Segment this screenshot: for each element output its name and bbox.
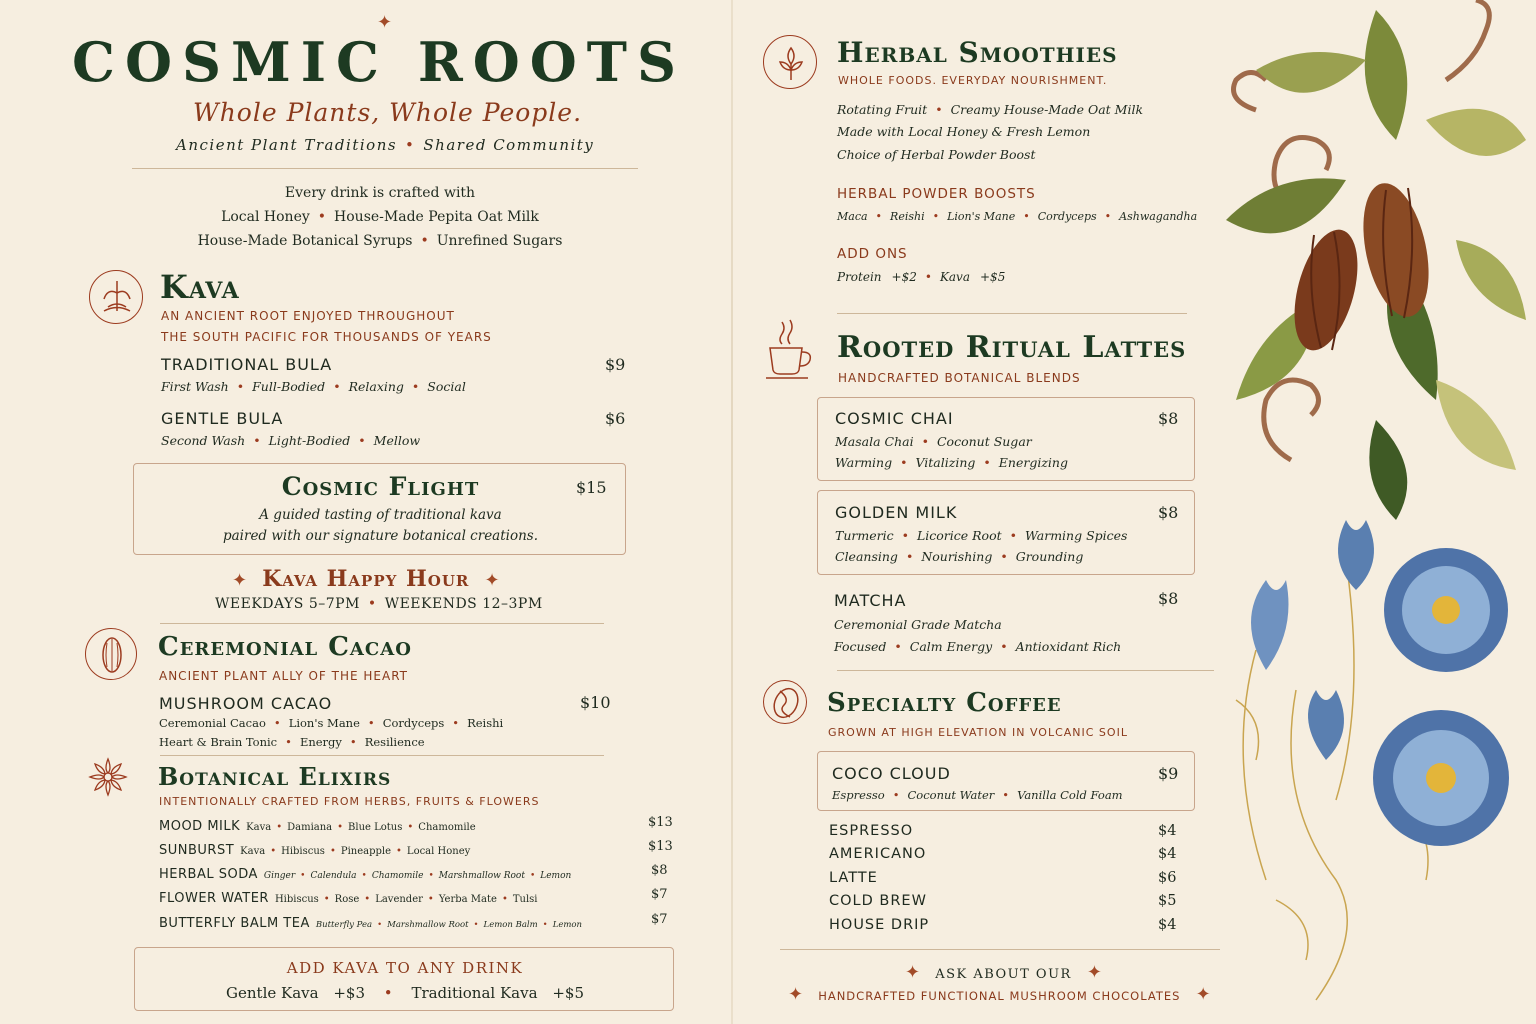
price-latte: $6: [1158, 870, 1177, 886]
lotus-flower-icon: [84, 753, 132, 805]
divider: [132, 168, 638, 169]
price-americano: $4: [1158, 846, 1177, 862]
latte-card-golden-milk: [817, 490, 1195, 575]
divider: [160, 755, 604, 756]
menu-item-house-drip: HOUSE DRIP: [829, 917, 930, 933]
add-kava-options: Gentle Kava +$3 • Traditional Kava +$5: [226, 984, 584, 1002]
menu-item-espresso: ESPRESSO: [829, 823, 914, 839]
menu-item-sunburst: SUNBURST Kava • Hibiscus • Pineapple • Local Honey: [159, 843, 471, 858]
menu-item-flower-water: FLOWER WATER Hibiscus • Rose • Lavender • Yerba Mate • Tulsi: [159, 891, 538, 906]
coco-cloud-card: [817, 751, 1195, 811]
golden-milk-tags-2: Cleansing • Nourishing • Grounding: [835, 549, 1084, 564]
menu-item-butterfly-balm-tea: BUTTERFLY BALM TEA Butterfly Pea • Marshmallow Root • Lemon Balm • Lemon: [159, 916, 583, 931]
brand-name: COSMIC ROOTS: [72, 30, 686, 94]
botanical-illustration: [1196, 0, 1536, 1024]
menu-item-americano: AMERICANO: [829, 846, 927, 862]
sparkle-icon: ✦: [1195, 984, 1211, 1005]
divider: [160, 623, 604, 624]
price-cold-brew: $5: [1158, 893, 1177, 909]
coco-cloud-tags: Espresso • Coconut Water • Vanilla Cold Foam: [832, 788, 1123, 802]
happy-hour-title: Kava Happy Hour: [262, 566, 470, 592]
menu-item-gentle-bula: GENTLE BULA: [161, 409, 284, 428]
sparkle-icon: ✦: [788, 984, 804, 1005]
menu-item-coco-cloud: COCO CLOUD: [832, 764, 951, 783]
kava-title: Kava: [160, 268, 240, 306]
coffee-cup-icon: [762, 318, 818, 386]
sparkle-icon: ✦: [232, 570, 248, 591]
menu-item-herbal-soda: HERBAL SODA Ginger • Calendula • Chamomile • Marshmallow Root • Lemon: [159, 867, 572, 882]
menu-item-golden-milk: GOLDEN MILK: [835, 503, 958, 522]
price-coco-cloud: $9: [1158, 764, 1179, 783]
sparkle-icon: ✦: [1086, 962, 1103, 983]
menu-item-latte: LATTE: [829, 870, 878, 886]
latte-card-cosmic-chai: [817, 397, 1195, 481]
boosts-title: HERBAL POWDER BOOSTS: [837, 186, 1036, 202]
elixirs-title: Botanical Elixirs: [158, 762, 392, 791]
cosmic-chai-tags-1: Masala Chai • Coconut Sugar: [835, 434, 1032, 449]
add-kava-title: ADD KAVA TO ANY DRINK: [286, 959, 524, 977]
golden-milk-tags-1: Turmeric • Licorice Root • Warming Spices: [835, 528, 1128, 543]
brand-subtitle: Ancient Plant Traditions • Shared Community: [176, 136, 595, 154]
footer-line-1: ✦ ASK ABOUT OUR ✦: [905, 962, 1103, 983]
smoothies-line-3: Choice of Herbal Powder Boost: [837, 147, 1036, 162]
price-gentle-bula: $6: [605, 409, 626, 428]
price-house-drip: $4: [1158, 917, 1177, 933]
cosmic-flight-desc-1: A guided tasting of traditional kava: [259, 507, 502, 523]
lattes-title: Rooted Ritual Lattes: [837, 330, 1187, 365]
menu-item-cold-brew: COLD BREW: [829, 893, 927, 909]
divider: [780, 949, 1220, 950]
footer-line-2: ✦ HANDCRAFTED FUNCTIONAL MUSHROOM CHOCOLATES ✦: [788, 984, 1211, 1005]
cosmic-flight-card: [133, 463, 626, 555]
divider: [837, 670, 1214, 671]
menu-item-mood-milk: MOOD MILK Kava • Damiana • Blue Lotus • Chamomile: [159, 819, 476, 834]
coffee-subtitle: GROWN AT HIGH ELEVATION IN VOLCANIC SOIL: [828, 726, 1128, 739]
smoothies-line-2: Made with Local Honey & Fresh Lemon: [837, 124, 1091, 139]
coffee-title: Specialty Coffee: [827, 688, 1062, 718]
smoothies-line-1: Rotating Fruit • Creamy House-Made Oat Milk: [837, 102, 1144, 117]
price-golden-milk: $8: [1158, 503, 1179, 522]
addons-list: Protein +$2 • Kava +$5: [837, 270, 1006, 284]
spine-divider: [731, 0, 733, 1024]
leaf-sprout-icon: [763, 35, 817, 89]
mushroom-cacao-tags-1: Ceremonial Cacao • Lion's Mane • Cordyceps • Reishi: [159, 716, 504, 730]
cacao-subtitle: ANCIENT PLANT ALLY OF THE HEART: [159, 669, 408, 683]
coffee-bean-icon: [763, 680, 807, 724]
cosmic-chai-tags-2: Warming • Vitalizing • Energizing: [835, 455, 1068, 470]
intro-line-1: Every drink is crafted with: [284, 185, 476, 201]
add-kava-card: [134, 947, 674, 1011]
price-sunburst: $13: [648, 839, 673, 854]
boosts-list: Maca • Reishi • Lion's Mane • Cordyceps • Ashwagandha: [837, 210, 1198, 223]
happy-hour-header: [232, 566, 532, 592]
price-mood-milk: $13: [648, 815, 673, 830]
sparkle-icon: ✦: [377, 12, 393, 33]
kava-root-icon: [89, 270, 143, 324]
lattes-subtitle: HANDCRAFTED BOTANICAL BLENDS: [838, 371, 1081, 385]
gentle-bula-tags: Second Wash • Light-Bodied • Mellow: [161, 433, 421, 448]
addons-title: ADD ONS: [837, 246, 908, 262]
cosmic-flight-price: $15: [576, 478, 607, 497]
price-espresso: $4: [1158, 823, 1177, 839]
menu-item-matcha: MATCHA: [834, 591, 907, 610]
happy-hour-times: WEEKDAYS 5–7PM • WEEKENDS 12–3PM: [215, 596, 543, 612]
divider: [837, 313, 1187, 314]
price-matcha: $8: [1158, 589, 1179, 608]
menu-item-mushroom-cacao: MUSHROOM CACAO: [159, 694, 333, 713]
smoothies-subtitle: WHOLE FOODS. EVERYDAY NOURISHMENT.: [838, 74, 1108, 87]
traditional-bula-tags: First Wash • Full-Bodied • Relaxing • Social: [161, 379, 466, 394]
menu-item-traditional-bula: TRADITIONAL BULA: [161, 355, 333, 374]
price-cosmic-chai: $8: [1158, 409, 1179, 428]
price-herbal-soda: $8: [651, 863, 668, 878]
price-mushroom-cacao: $10: [580, 693, 611, 712]
intro-line-3: House-Made Botanical Syrups • Unrefined Sugars: [197, 233, 563, 249]
tagline: Whole Plants, Whole People.: [193, 98, 583, 127]
mushroom-cacao-tags-2: Heart & Brain Tonic • Energy • Resilience: [159, 735, 425, 749]
price-butterfly-balm-tea: $7: [651, 912, 668, 927]
menu-item-cosmic-chai: COSMIC CHAI: [835, 409, 954, 428]
matcha-tags-2: Focused • Calm Energy • Antioxidant Rich: [834, 639, 1122, 654]
price-traditional-bula: $9: [605, 355, 626, 374]
cosmic-flight-title: Cosmic Flight: [281, 472, 480, 501]
matcha-tags-1: Ceremonial Grade Matcha: [834, 617, 1002, 632]
intro-line-2: Local Honey • House-Made Pepita Oat Milk: [221, 209, 539, 225]
cacao-pod-icon: [85, 628, 137, 680]
sparkle-icon: ✦: [484, 570, 500, 591]
price-flower-water: $7: [651, 887, 668, 902]
sparkle-icon: ✦: [905, 962, 921, 983]
cosmic-flight-desc-2: paired with our signature botanical creations.: [222, 528, 539, 544]
elixirs-subtitle: INTENTIONALLY CRAFTED FROM HERBS, FRUITS & FLOWERS: [159, 795, 540, 808]
kava-subtitle-2: THE SOUTH PACIFIC FOR THOUSANDS OF YEARS: [161, 330, 492, 344]
cacao-title: Ceremonial Cacao: [158, 632, 412, 662]
kava-subtitle-1: AN ANCIENT ROOT ENJOYED THROUGHOUT: [161, 309, 455, 323]
smoothies-title: Herbal Smoothies: [837, 36, 1118, 69]
